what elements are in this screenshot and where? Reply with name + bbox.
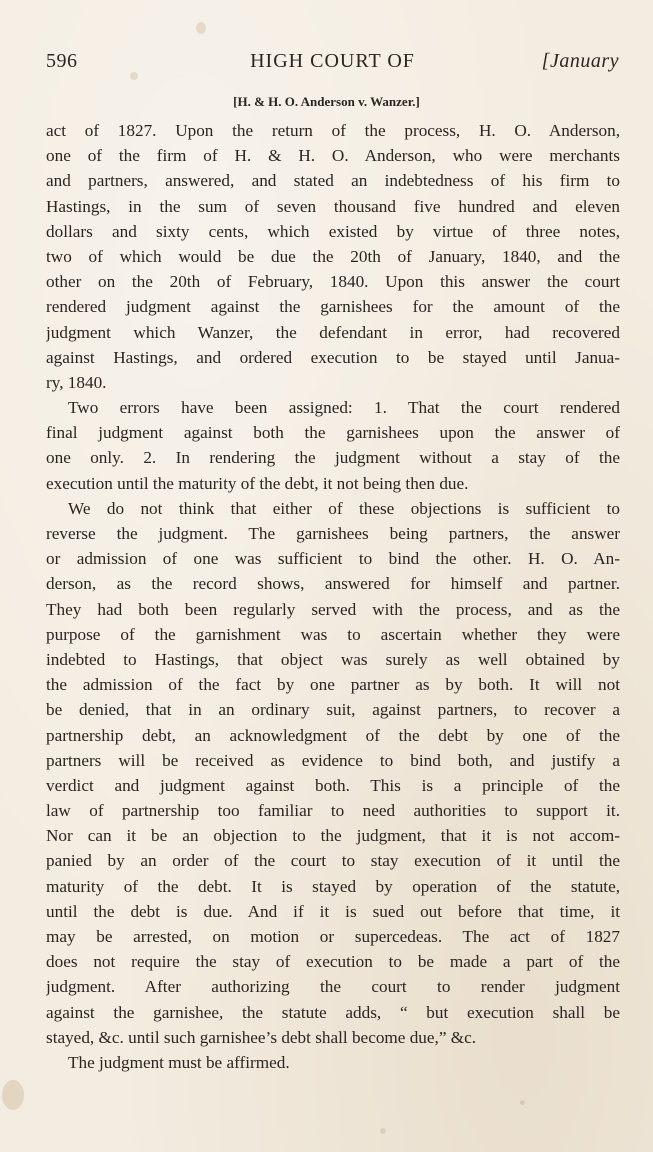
text-line: ry, 1840. xyxy=(46,372,107,392)
text-line: maturity of the debt. It is stayed by operation of the statute, xyxy=(46,876,620,896)
stain xyxy=(196,22,206,34)
text-line: against the garnishee, the statute adds, “ but execution shall be xyxy=(46,1002,620,1022)
text-line: They had both been regularly served with the process, and as the xyxy=(46,599,620,619)
text-line: rendered judgment against the garnishees for the amount of the xyxy=(46,297,620,317)
text-line: until the debt is due. And if it is sued out before that time, it xyxy=(46,901,620,921)
text-line: We do not think that either of these objections is sufficient to xyxy=(68,498,620,518)
text-line: act of 1827. Upon the return of the process, H. O. Anderson, xyxy=(46,121,620,140)
text-line: be denied, that in an ordinary suit, against partners, to recover a xyxy=(46,700,620,720)
text-line: may be arrested, on motion or supercedeas. The act of 1827 xyxy=(46,927,620,946)
stain xyxy=(2,1080,24,1110)
text-line: law of partnership too familiar to need authorities to support it. xyxy=(46,801,620,821)
text-line: judgment. After authorizing the court to render judgment xyxy=(46,977,620,997)
text-line: Hastings, in the sum of seven thousand five hundred and eleven xyxy=(46,196,620,216)
stain xyxy=(380,1128,386,1134)
text-line: partners will be received as evidence to bind both, and justify a xyxy=(46,750,620,770)
text-line: indebted to Hastings, that object was surely as well obtained by xyxy=(46,649,620,669)
text-line: derson, as the record shows, answered for himself and partner. xyxy=(46,574,620,594)
text-line: does not require the stay of execution to be made a part of the xyxy=(46,952,620,972)
text-line: The judgment must be affirmed. xyxy=(68,1052,290,1072)
text-line: judgment which Wanzer, the defendant in error, had recovered xyxy=(46,322,620,342)
page-number: 596 xyxy=(46,50,78,72)
running-title: HIGH COURT OF xyxy=(250,50,415,72)
text-line: stayed, &c. until such garnishee’s debt shall become due,” &c. xyxy=(46,1027,477,1047)
case-caption: [H. & H. O. Anderson v. Wanzer.] xyxy=(233,94,420,109)
running-header xyxy=(46,50,619,78)
text-line: execution until the maturity of the debt, it not being then due. xyxy=(46,473,469,493)
text-line: one only. 2. In rendering the judgment without a stay of the xyxy=(46,448,620,468)
text-line: against Hastings, and ordered execution to be stayed until Janua- xyxy=(46,347,620,367)
opinion-text xyxy=(46,118,620,1075)
text-line: the admission of the fact by one partner as by both. It will not xyxy=(46,675,620,695)
text-line: reverse the judgment. The garnishees being partners, the answer xyxy=(46,524,620,543)
text-line: panied by an order of the court to stay execution of it until the xyxy=(46,851,620,871)
text-line: other on the 20th of February, 1840. Upon this answer the court xyxy=(46,272,620,292)
text-line: verdict and judgment against both. This is a principle of the xyxy=(46,775,620,795)
text-line: one of the firm of H. & H. O. Anderson, who were merchants xyxy=(46,146,620,166)
running-month: [January xyxy=(541,50,619,72)
text-line: and partners, answered, and stated an indebtedness of his firm to xyxy=(46,171,620,191)
text-line: Two errors have been assigned: 1. That the court rendered xyxy=(68,398,620,418)
text-line: dollars and sixty cents, which existed by virtue of three notes, xyxy=(46,221,620,241)
text-line: final judgment against both the garnishees upon the answer of xyxy=(46,423,620,443)
text-line: Nor can it be an objection to the judgment, that it is not accom- xyxy=(46,826,620,846)
stain xyxy=(520,1100,525,1105)
text-line: partnership debt, an acknowledgment of the debt by one of the xyxy=(46,725,620,745)
text-line: purpose of the garnishment was to ascertain whether they were xyxy=(46,624,620,644)
text-line: or admission of one was sufficient to bind the other. H. O. An- xyxy=(46,549,620,569)
text-line: two of which would be due the 20th of January, 1840, and the xyxy=(46,246,620,266)
